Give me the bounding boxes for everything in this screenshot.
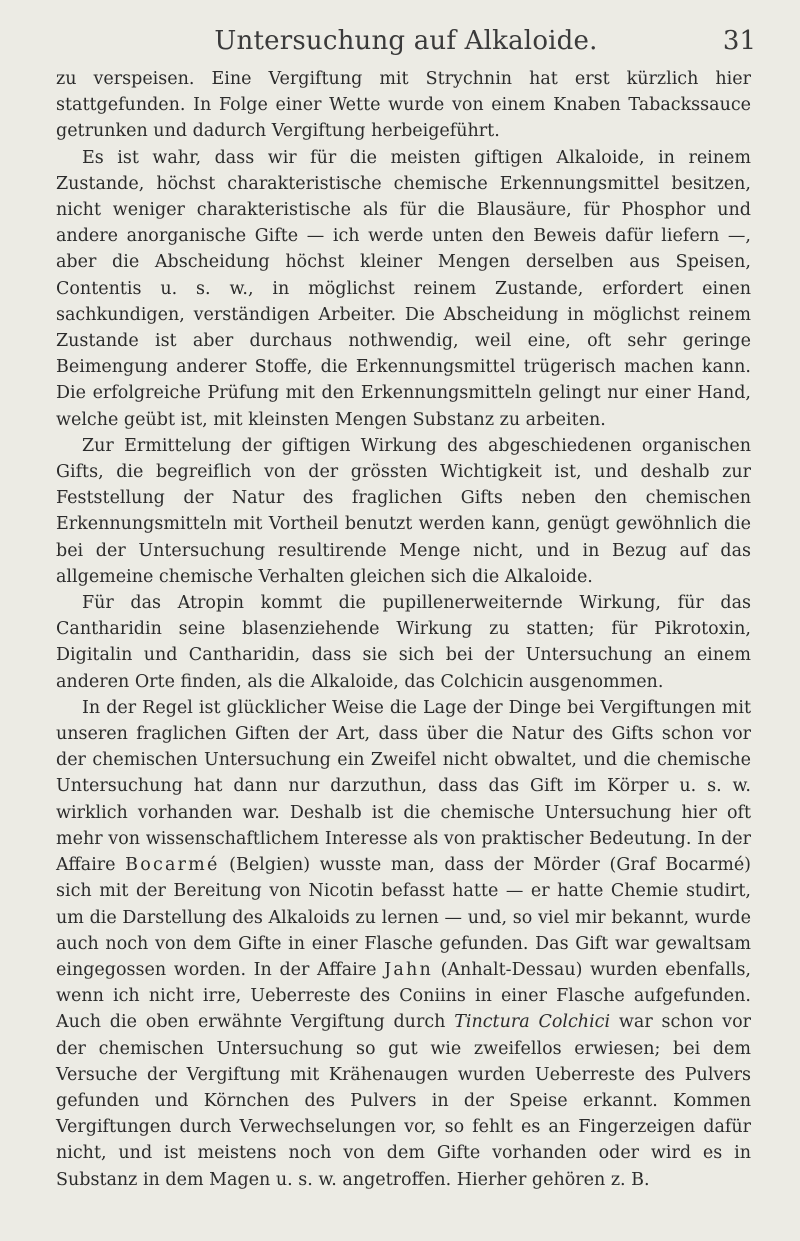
paragraph-4: Für das Atropin kommt die pupillenerweiternde Wirkung, für das Cantharidin seine blasenziehende Wirkung zu statten; für Pikrotoxin, Digitalin und Cantharidin, dass sie sich bei der Untersuchung an einem anderen Orte finden, als die Alkaloide, das Colchicin ausgenommen. (56, 593, 751, 692)
running-title: Untersuchung auf Alkaloide. (214, 26, 598, 56)
paragraph-5-text-c: (Anhalt-Dessau) wurden ebenfalls, wenn ich nicht irre, Ueberreste des Coniins in einer Flasche aufgefunden. Auch die oben erwähnte Vergiftung durch (56, 959, 751, 1033)
paragraph-5-text-a: In der Regel ist glücklicher Weise die Lage der Dinge bei Vergiftungen mit unseren fraglichen Giften der Art, dass über die Natur des Gifts schon vor der chemischen Untersuchung ein Zweifel nicht obwaltet, und die chemische Untersuchung hat dann nur darzuthun, dass das Gift im Körper u. s. w. wirklich vorhanden war. Deshalb ist die chemische Untersuchung hier oft mehr von wissenschaftlichem Interesse als von praktischer Bedeutung. In der Affaire (56, 697, 751, 876)
page-header (56, 26, 756, 62)
paragraph-1: zu verspeisen. Eine Vergiftung mit Strychnin hat erst kürzlich hier stattgefunden. In Folge einer Wette wurde von einem Knaben Tabackssauce getrunken und dadurch Vergiftung herbeigeführt. (56, 69, 751, 142)
name-bocarme: Bocarmé (125, 855, 220, 876)
paragraph-5-text-d: war schon vor der chemischen Untersuchung so gut wie zweifellos erwiesen; bei dem Versuche der Vergiftung mit Krähenaugen wurden Ueberreste des Pulvers gefunden und Körnchen des Pulvers in der Speise erkannt. Kommen Vergiftungen durch Verwechselungen vor, so fehlt es an Fingerzeigen dafür nicht, und ist meistens noch von dem Gifte vorhanden oder wird es in Substanz in dem Magen u. s. w. angetroffen. Hierher gehören z. B. (56, 1012, 751, 1190)
body-text (56, 66, 751, 1193)
name-jahn: Jahn (384, 959, 433, 980)
paragraph-3: Zur Ermittelung der giftigen Wirkung des abgeschiedenen organischen Gifts, die begreiflich von der grössten Wichtigkeit ist, und deshalb zur Feststellung der Natur des fraglichen Gifts neben den chemischen Erkennungsmitteln mit Vortheil benutzt werden kann, genügt gewöhnlich die bei der Untersuchung resultirende Menge nicht, und in Bezug auf das allgemeine chemische Verhalten gleichen sich die Alkaloide. (56, 435, 751, 587)
page-number: 31 (722, 26, 756, 56)
paragraph-2: Es ist wahr, dass wir für die meisten giftigen Alkaloide, in reinem Zustande, höchst charakteristische chemische Erkennungsmittel besitzen, nicht weniger charakteristische als für die Blausäure, für Phosphor und andere anorganische Gifte — ich werde unten den Beweis dafür liefern —, aber die Abscheidung höchst kleiner Mengen derselben aus Speisen, Contentis u. s. w., in möglichst reinem Zustande, erfordert einen sachkundigen, verständigen Arbeiter. Die Abscheidung in möglichst reinem Zustande ist aber durchaus nothwendig, weil eine, oft sehr geringe Beimengung anderer Stoffe, die Erkennungsmittel trügerisch machen kann. Die erfolgreiche Prüfung mit den Erkennungsmitteln gelingt nur einer Hand, welche geübt ist, mit kleinsten Mengen Substanz zu arbeiten. (56, 147, 751, 430)
tinctura-colchici: Tinctura Colchici (454, 1012, 611, 1033)
paragraph-5 (56, 695, 751, 1193)
paragraph-5-text-b: (Belgien) wusste man, dass der Mörder (Graf Bocarmé) sich mit der Bereitung von Nicotin befasst hatte — er hatte Chemie studirt, um die Darstellung des Alkaloids zu lernen — und, so viel mir bekannt, wurde auch noch von dem Gifte in einer Flasche gefunden. Das Gift war gewaltsam eingegossen worden. In der Affaire (56, 855, 752, 980)
